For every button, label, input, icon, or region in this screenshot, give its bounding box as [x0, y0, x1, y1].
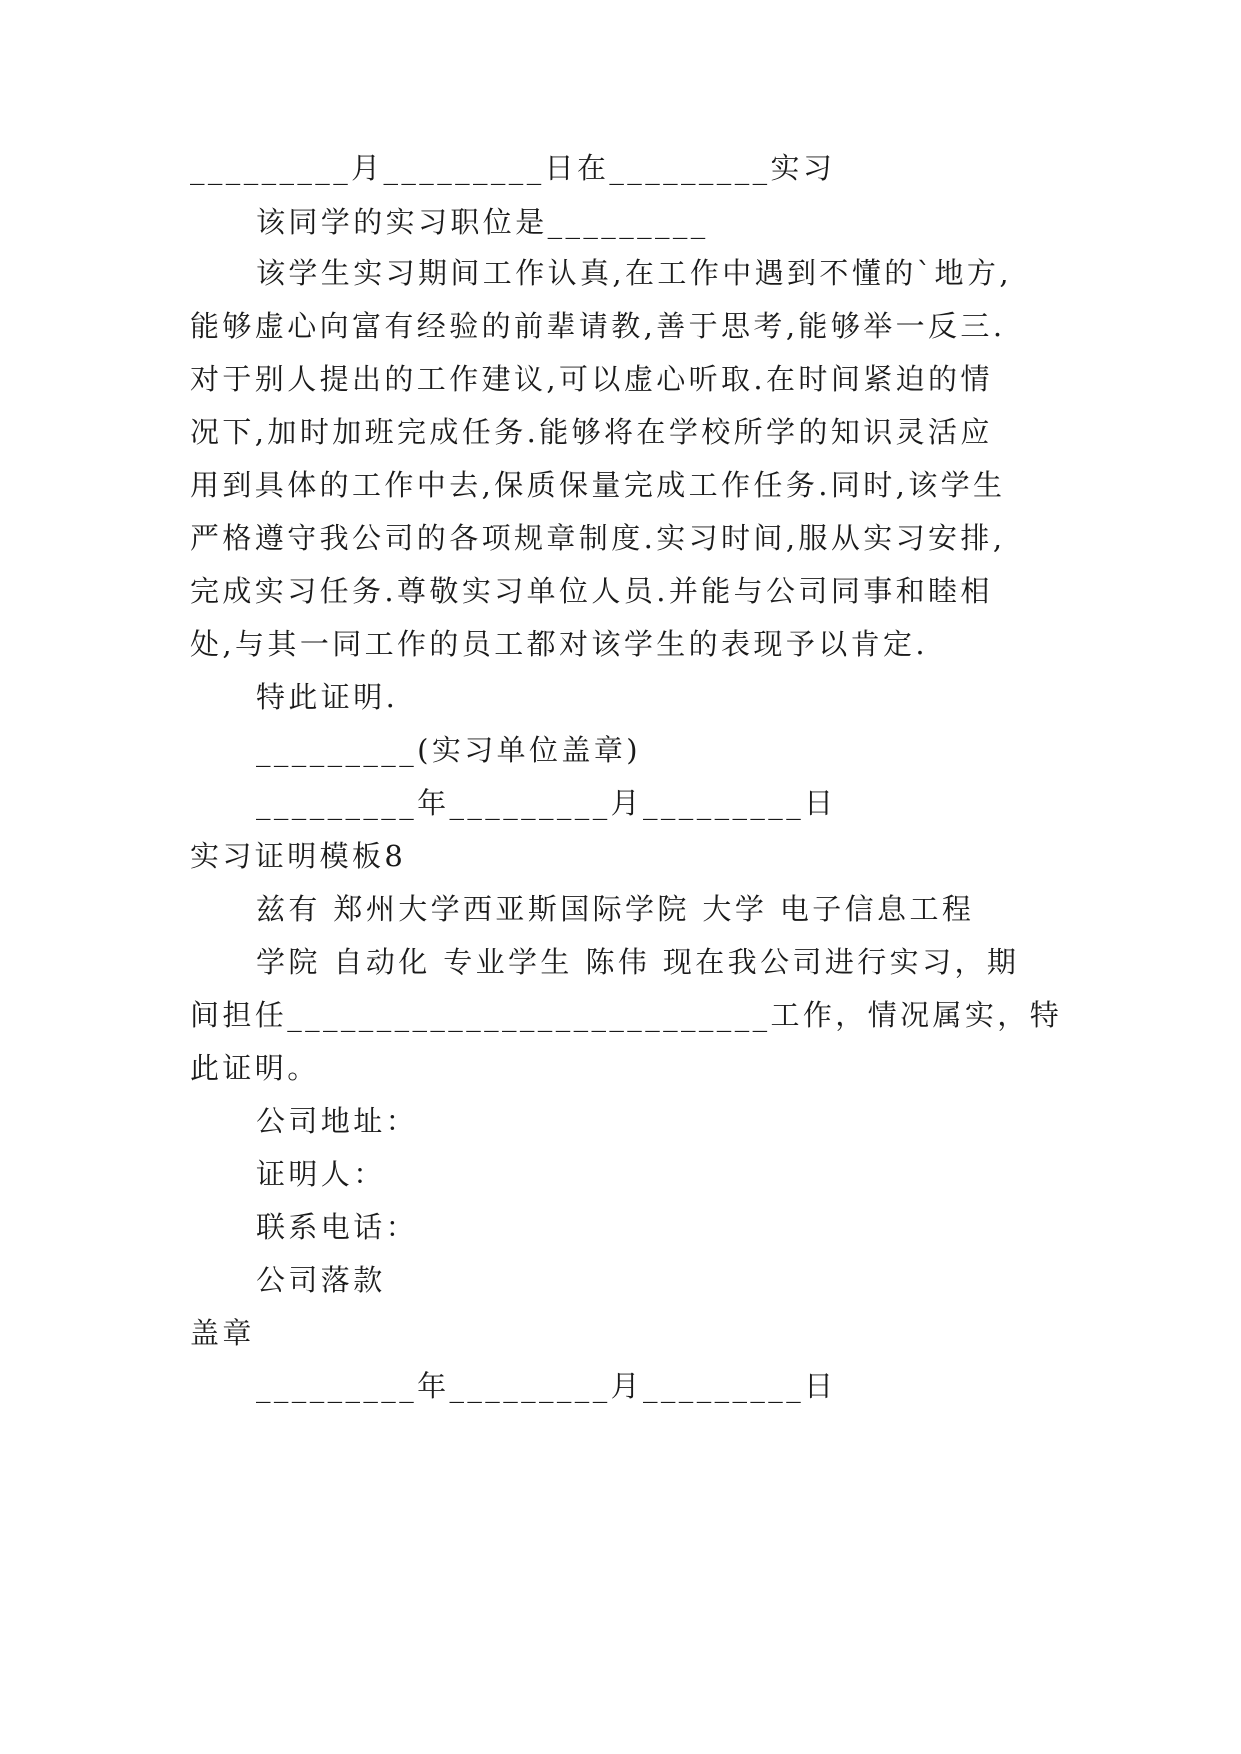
body-line: 兹有 郑州大学西亚斯国际学院 大学 电子信息工程: [256, 892, 975, 926]
date-place-line: _________月_________日在_________实习: [190, 151, 836, 185]
company-address-label: 公司地址：: [256, 1104, 419, 1138]
evaluation-line: 用到具体的工作中去,保质保量完成工作任务.同时,该学生: [190, 468, 1006, 502]
evaluation-line: 能够虚心向富有经验的前辈请教,善于思考,能够举一反三.: [190, 309, 1006, 343]
evaluation-line: 处,与其一同工作的员工都对该学生的表现予以肯定.: [190, 627, 929, 661]
seal-line: _________(实习单位盖章): [256, 733, 641, 767]
body-line: 学院 自动化 专业学生 陈伟 现在我公司进行实习，期: [256, 945, 1020, 979]
body-line: 此证明。: [190, 1051, 320, 1085]
date-line: _________年_________月_________日: [256, 1369, 837, 1403]
closing-text: 特此证明.: [256, 680, 399, 714]
position-line: 该同学的实习职位是_________: [256, 205, 709, 239]
body-line: 间担任___________________________工作，情况属实，特: [190, 998, 1063, 1032]
evaluation-line: 完成实习任务.尊敬实习单位人员.并能与公司同事和睦相: [190, 574, 993, 608]
evaluation-line: 严格遵守我公司的各项规章制度.实习时间,服从实习安排,: [190, 521, 1006, 555]
evaluation-line: 对于别人提出的工作建议,可以虚心听取.在时间紧迫的情: [190, 362, 993, 396]
evaluation-line: 况下,加时加班完成任务.能够将在学校所学的知识灵活应: [190, 415, 993, 449]
signature-label: 公司落款: [256, 1263, 386, 1297]
certifier-label: 证明人：: [256, 1157, 386, 1191]
phone-label: 联系电话：: [256, 1210, 419, 1244]
evaluation-line: 该学生实习期间工作认真,在工作中遇到不懂的`地方,: [256, 256, 1012, 290]
date-line: _________年_________月_________日: [256, 786, 837, 820]
seal-label: 盖章: [190, 1316, 255, 1350]
section-title: 实习证明模板8: [190, 839, 407, 873]
